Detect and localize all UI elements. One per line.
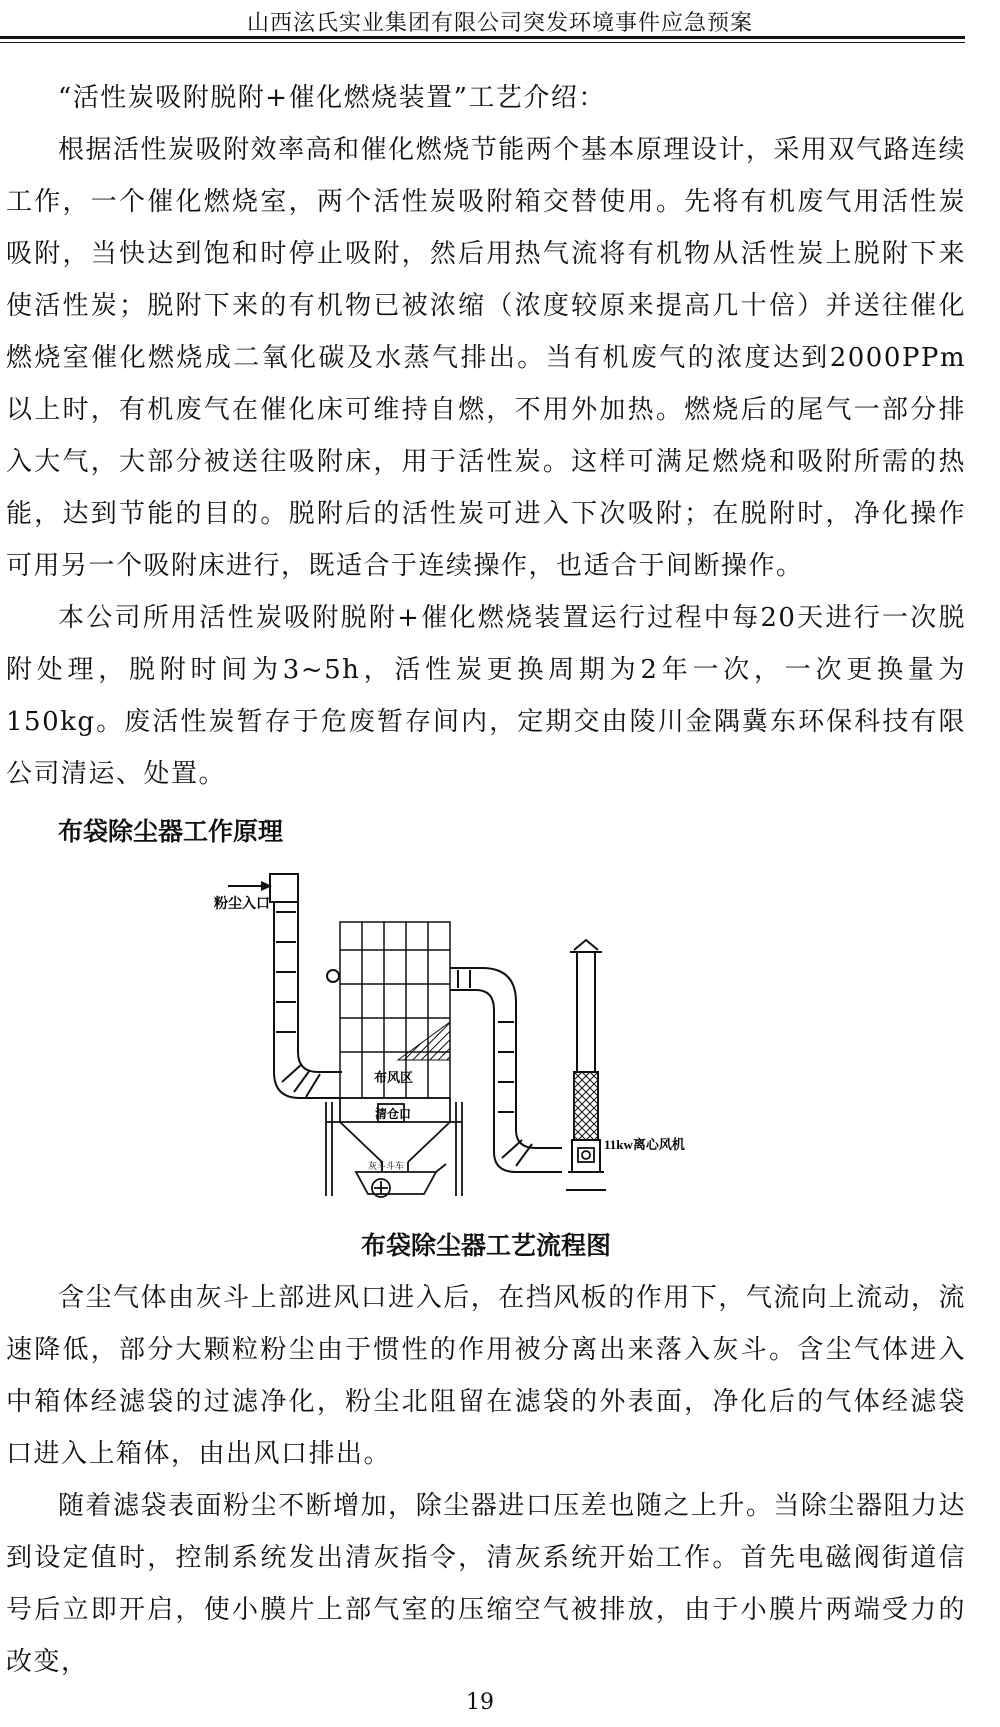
distribution-label: 布风区: [374, 1070, 414, 1085]
hopper-cart-label: 灰斗斗车: [368, 1161, 405, 1171]
paragraph-filtration-process: 含尘气体由灰斗上部进风口进入后，在挡风板的作用下，气流向上流动，流速降低，部分大颗粒粉尘由于惯性的作用被分离出来落入灰斗。含尘气体进入中箱体经滤袋的过滤净化，粉尘北阻留在滤袋的外表面，净化后的气体经滤袋口进入上箱体，由出风口排出。: [6, 1283, 966, 1469]
inlet-duct: [270, 874, 342, 1098]
fan-label: 11kw离心风机: [604, 1137, 685, 1152]
page-header: [0, 0, 1000, 38]
paragraph-activated-carbon: 根据活性炭吸附效率高和催化燃烧节能两个基本原理设计，采用双气路连续工作，一个催化燃烧室，两个活性炭吸附箱交替使用。先将有机废气用活性炭吸附，当快达到饱和时停止吸附，然后用热气流将有机物从活性炭上脱附下来使活性炭；脱附下来的有机物已被浓缩（浓度较原来提高几十倍）并送往催化燃烧室催化燃烧成二氧化碳及水蒸气排出。当有机废气的浓度达到2000PPm以上时，有机废气在催化床可维持自燃，不用外加热。燃烧后的尾气一部分排入大气，大部分被送往吸附床，用于活性炭。这样可满足燃烧和吸附所需的热能，达到节能的目的。脱附后的活性炭可进入下次吸附；在脱附时，净化操作可用另一个吸附床进行，既适合于连续操作，也适合于间断操作。: [6, 135, 966, 581]
page-content: [6, 72, 966, 1688]
inlet-label: 粉尘入口: [214, 895, 270, 911]
figure-caption: 布袋除尘器工艺流程图: [360, 1231, 611, 1260]
baghouse-diagram-svg: [6, 872, 966, 1202]
paragraph-cleaning-process: 随着滤袋表面粉尘不断增加，除尘器进口压差也随之上升。当除尘器阻力达到设定值时，控制系统发出清灰指令，清灰系统开始工作。首先电磁阀街道信号后立即开启，使小膜片上部气室的压缩空气被排放，由于小膜片两端受力的改变，: [6, 1491, 966, 1677]
header-rule-thin: [0, 42, 965, 43]
damper-icon: [327, 970, 339, 982]
header-rule-thick: [0, 36, 965, 39]
page-number: 19: [466, 1690, 494, 1715]
stack-mesh: [574, 1072, 598, 1140]
intro-title: “活性炭吸附脱附+催化燃烧装置”工艺介绍：: [58, 83, 606, 113]
inlet-arrow: [228, 881, 272, 891]
centrifugal-fan: [578, 1148, 594, 1162]
outlet-duct: [450, 968, 562, 1172]
baghouse-flow-diagram: [6, 872, 966, 1202]
cleanout-label: 清仓口: [375, 1107, 412, 1121]
paragraph-desorption-schedule: 本公司所用活性炭吸附脱附+催化燃烧装置运行过程中每20天进行一次脱附处理，脱附时间为3~5h，活性炭更换周期为2年一次，一次更换量为150kg。废活性炭暂存于危废暂存间内，定期交由陵川金隅冀东环保科技有限公司清运、处置。: [6, 603, 966, 789]
section-title-baghouse: 布袋除尘器工作原理: [58, 817, 284, 846]
document-title: 山西泫氏实业集团有限公司突发环境事件应急预案: [246, 11, 753, 36]
exhaust-stack: [566, 940, 606, 1190]
